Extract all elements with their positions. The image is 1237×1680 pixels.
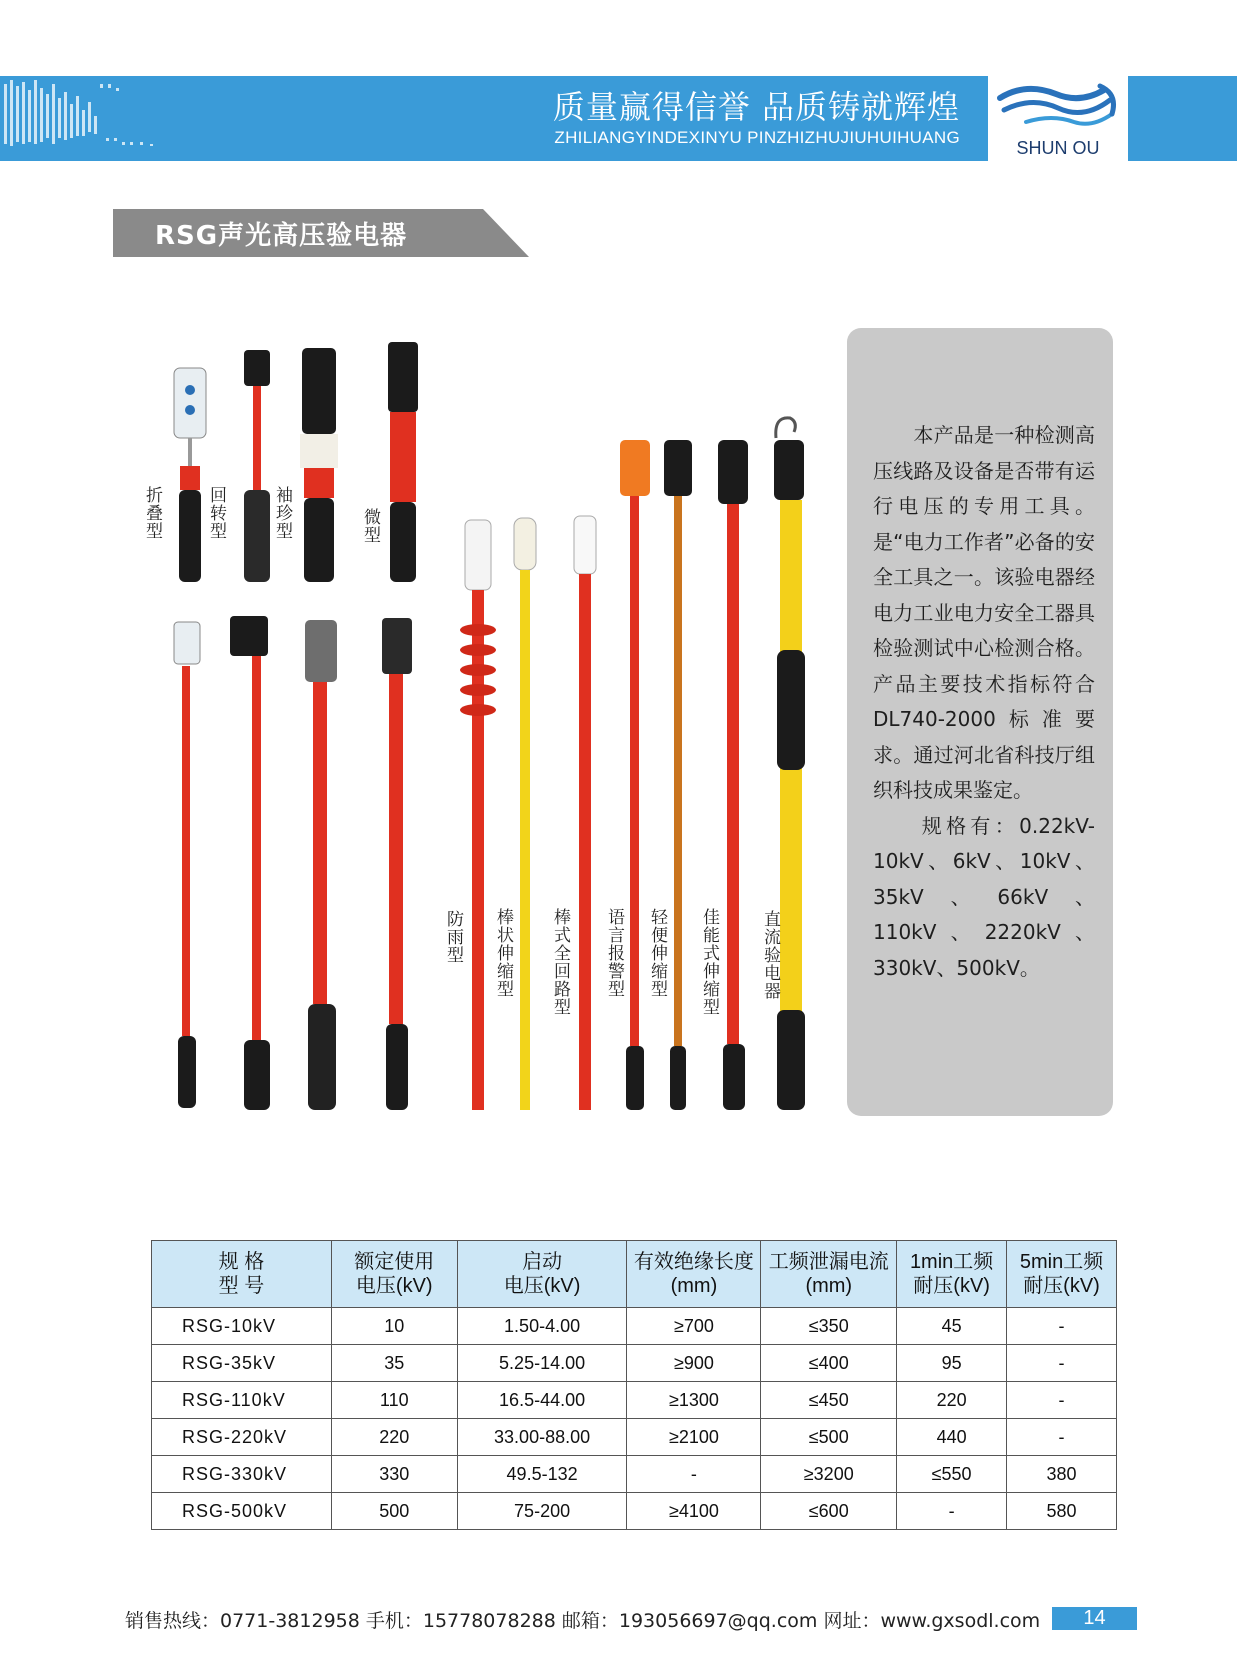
table-cell: 330 (331, 1456, 457, 1493)
stick-full-circuit-type-rod (574, 516, 596, 1110)
table-cell: 580 (1007, 1493, 1117, 1530)
table-cell: ≥900 (627, 1345, 761, 1382)
table-cell: ≤550 (897, 1456, 1007, 1493)
table-row (152, 1419, 1117, 1456)
voice-alarm-type-rod (620, 440, 650, 1110)
table-cell: RSG-330kV (152, 1456, 332, 1493)
pocket-type-long-rod (305, 620, 337, 1110)
tagline-chinese: 质量赢得信誉 品质铸就辉煌 (552, 88, 960, 126)
label-stick-full-circuit-type: 棒式全回路型 (550, 908, 570, 1016)
table-cell: ≤600 (761, 1493, 897, 1530)
label-stick-telescopic-type: 棒状伸缩型 (493, 908, 513, 998)
table-cell: 33.00-88.00 (457, 1419, 627, 1456)
table-cell: ≥3200 (761, 1456, 897, 1493)
table-cell: ≥2100 (627, 1419, 761, 1456)
company-logo (988, 70, 1128, 168)
label-voice-alarm-type: 语言报警型 (604, 908, 624, 998)
canon-telescopic-type-rod (718, 440, 748, 1110)
label-pocket-type: 袖珍型 (272, 486, 292, 540)
dc-detector-rod (774, 418, 805, 1110)
table-cell: - (627, 1456, 761, 1493)
header-insulation-length: 有效绝缘长度 (mm) (627, 1241, 761, 1308)
mini-type-long-rod (382, 618, 412, 1110)
table-cell: 45 (897, 1308, 1007, 1345)
table-cell: RSG-220kV (152, 1419, 332, 1456)
label-rotating-type: 回转型 (206, 486, 226, 540)
header-rated-voltage: 额定使用 电压(kV) (331, 1241, 457, 1308)
table-cell: 95 (897, 1345, 1007, 1382)
table-cell: 1.50-4.00 (457, 1308, 627, 1345)
table-row (152, 1493, 1117, 1530)
table-cell: ≤350 (761, 1308, 897, 1345)
table-cell: 220 (897, 1382, 1007, 1419)
wave-logo-icon (996, 76, 1120, 138)
header-model: 规 格 型 号 (152, 1241, 332, 1308)
description-panel (847, 328, 1113, 1116)
label-lightweight-telescopic-type: 轻便伸缩型 (647, 908, 667, 998)
table-row (152, 1308, 1117, 1345)
section-title: RSG声光高压验电器 (155, 221, 408, 251)
table-cell: RSG-10kV (152, 1308, 332, 1345)
voltage-detector-rods-illustration (150, 330, 830, 1140)
spec-table (151, 1240, 1117, 1530)
table-cell: 10 (331, 1308, 457, 1345)
table-cell: RSG-35kV (152, 1345, 332, 1382)
folding-type-rod (174, 368, 206, 582)
header-5min-withstand: 5min工频 耐压(kV) (1007, 1241, 1117, 1308)
footer-contact: 销售热线：0771-3812958 手机：15778078288 邮箱：193056697@qq.com 网址：www.gxsodl.com (125, 1610, 1041, 1632)
label-canon-telescopic-type: 佳能式伸缩型 (699, 908, 719, 1016)
table-cell: 500 (331, 1493, 457, 1530)
product-photo-area (142, 330, 830, 1140)
table-header-row (152, 1241, 1117, 1308)
rotating-type-long-rod (230, 616, 270, 1110)
table-cell: ≥4100 (627, 1493, 761, 1530)
product-description: 本产品是一种检测高压线路及设备是否带有运行电压的专用工具。是“电力工作者”必备的安全工具之一。该验电器经电力工业电力安全工器具检验测试中心检测合格。产品主要技术指标符合DL740-2000标准要求。通过河北省科技厅组织科技成果鉴定。 规格有：0.22kV-10kV、6kV、10kV、35kV、66kV、110kV、2220kV、330kV、500kV。 (873, 423, 1095, 980)
table-cell: - (1007, 1345, 1117, 1382)
header-1min-withstand: 1min工频 耐压(kV) (897, 1241, 1007, 1308)
header-leakage-current: 工频泄漏电流 (mm) (761, 1241, 897, 1308)
table-row (152, 1382, 1117, 1419)
banner-tagline (0, 88, 960, 148)
table-row (152, 1345, 1117, 1382)
banner-right-strip (1128, 76, 1237, 161)
label-mini-type: 微型 (360, 508, 380, 544)
label-dc-detector: 直流验电器 (760, 910, 780, 1000)
pocket-type-rod (300, 348, 338, 582)
table-cell: - (1007, 1382, 1117, 1419)
table-cell: 49.5-132 (457, 1456, 627, 1493)
table-cell: ≥700 (627, 1308, 761, 1345)
logo-text: SHUN OU (1016, 138, 1100, 158)
table-cell: 380 (1007, 1456, 1117, 1493)
table-cell: 16.5-44.00 (457, 1382, 627, 1419)
table-cell: 35 (331, 1345, 457, 1382)
table-cell: RSG-500kV (152, 1493, 332, 1530)
table-cell: - (897, 1493, 1007, 1530)
table-cell: ≥1300 (627, 1382, 761, 1419)
table-cell: ≤450 (761, 1382, 897, 1419)
folding-type-long-rod (174, 622, 200, 1108)
table-cell: ≤400 (761, 1345, 897, 1382)
table-cell: RSG-110kV (152, 1382, 332, 1419)
table-cell: 75-200 (457, 1493, 627, 1530)
table-cell: 110 (331, 1382, 457, 1419)
page-number: 14 (1052, 1607, 1137, 1630)
label-folding-type: 折叠型 (142, 486, 162, 540)
table-cell: 5.25-14.00 (457, 1345, 627, 1382)
lightweight-telescopic-type-rod (664, 440, 692, 1110)
rotating-type-rod (244, 350, 270, 582)
table-cell: 220 (331, 1419, 457, 1456)
label-rainproof-type: 防雨型 (443, 910, 463, 964)
table-cell: - (1007, 1419, 1117, 1456)
header-start-voltage: 启动 电压(kV) (457, 1241, 627, 1308)
stick-telescopic-type-rod (514, 518, 536, 1110)
table-cell: - (1007, 1308, 1117, 1345)
table-row (152, 1456, 1117, 1493)
mini-type-rod (388, 342, 418, 582)
tagline-pinyin: ZHILIANGYINDEXINYU PINZHIZHUJIUHUIHUANG (554, 128, 960, 147)
rainproof-type-rod (460, 520, 496, 1110)
table-cell: 440 (897, 1419, 1007, 1456)
table-cell: ≤500 (761, 1419, 897, 1456)
